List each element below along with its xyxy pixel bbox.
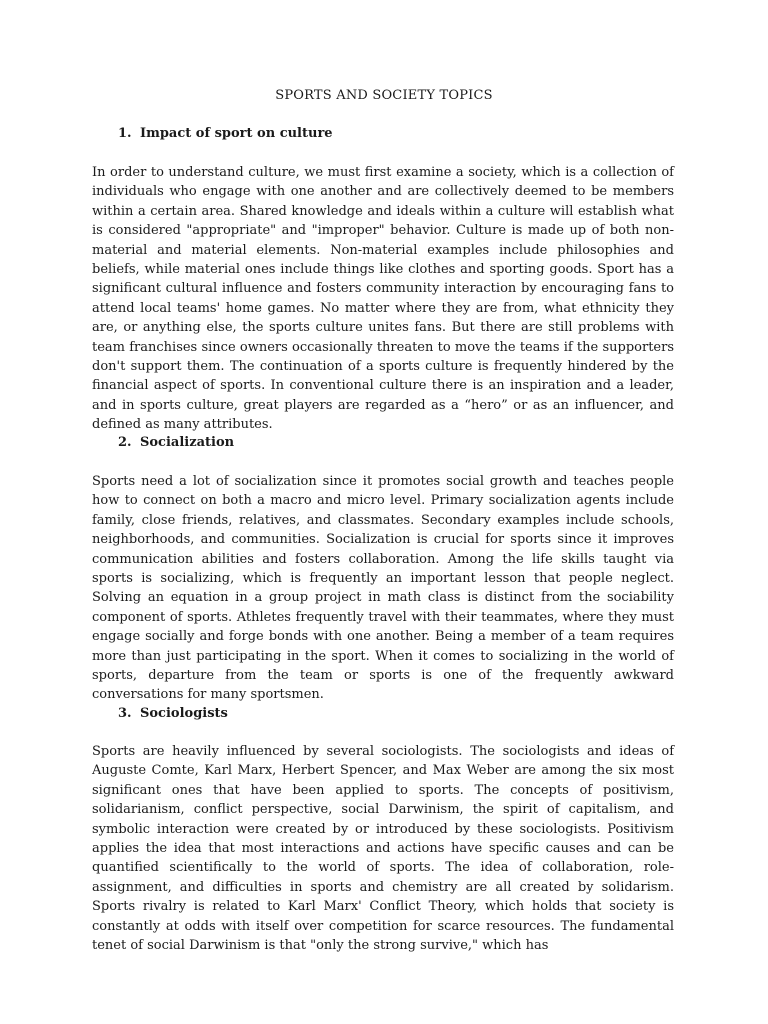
section-heading-1 bbox=[118, 126, 333, 141]
section-title-1: Impact of sport on culture bbox=[140, 126, 333, 141]
section-number-2: 2. bbox=[118, 435, 132, 450]
section-title-3: Sociologists bbox=[140, 706, 228, 721]
section-title-2: Socialization bbox=[140, 435, 235, 450]
section-body-2: Sports need a lot of socialization since it promotes social growth and teaches people how to connect on both a macro and micro level. Primary socialization agents include family, close friends, relatives, and classmates. Secondary examples include schools, neighborhoods, and communities. Socialization is crucial for sports since it improves communication abilities and fosters collaboration. Among the life skills taught via sports is socializing, which is frequently an important lesson that people neglect. Solving an equation in a group project in math class is distinct from the sociability component of sports. Athletes frequently travel with their teammates, where they must engage socially and forge bonds with one another. Being a member of a team requires more than just participating in the sport. When it comes to socializing in the world of sports, departure from the team or sports is one of the frequently awkward conversations for many sportsmen. bbox=[92, 474, 674, 703]
section-body-3: Sports are heavily influenced by several sociologists. The sociologists and ideas of Auguste Comte, Karl Marx, Herbert Spencer, and Max Weber are among the six most significant ones that have been applied to sports. The concepts of positivism, solidarianism, conflict perspective, social Darwinism, the spirit of capitalism, and symbolic interaction were created by or introduced by these sociologists. Positivism applies the idea that most interactions and actions have specific causes and can be quantified scientifically to the world of sports. The idea of collaboration, role-assignment, and difficulties in sports and chemistry are all created by solidarism. Sports rivalry is related to Karl Marx' Conflict Theory, which holds that society is constantly at odds with itself over competition for scarce resources. The fundamental tenet of social Darwinism is that "only the strong survive," which has bbox=[92, 744, 674, 954]
section-heading-3 bbox=[118, 706, 228, 721]
section-number-1: 1. bbox=[118, 126, 132, 141]
document-title: SPORTS AND SOCIETY TOPICS bbox=[275, 88, 493, 103]
section-heading-2 bbox=[118, 435, 234, 450]
section-number-3: 3. bbox=[118, 706, 132, 721]
section-body-1: In order to understand culture, we must first examine a society, which is a collection of individuals who engage with one another and are collectively deemed to be members within a certain area. Shared knowledge and ideals within a culture will establish what is considered "appropriate" and "improper" behavior. Culture is made up of both non-material and material elements. Non-material examples include philosophies and beliefs, while material ones include things like clothes and sporting goods. Sport has a significant cultural influence and fosters community interaction by encouraging fans to attend local teams' home games. No matter where they are from, what ethnicity they are, or anything else, the sports culture unites fans. But there are still problems with team franchises since owners occasionally threaten to move the teams if the supporters don't support them. The continuation of a sports culture is frequently hindered by the financial aspect of sports. In conventional culture there is an inspiration and a leader, and in sports culture, great players are regarded as a “hero” or as an influencer, and defined as many attributes. bbox=[92, 165, 674, 433]
